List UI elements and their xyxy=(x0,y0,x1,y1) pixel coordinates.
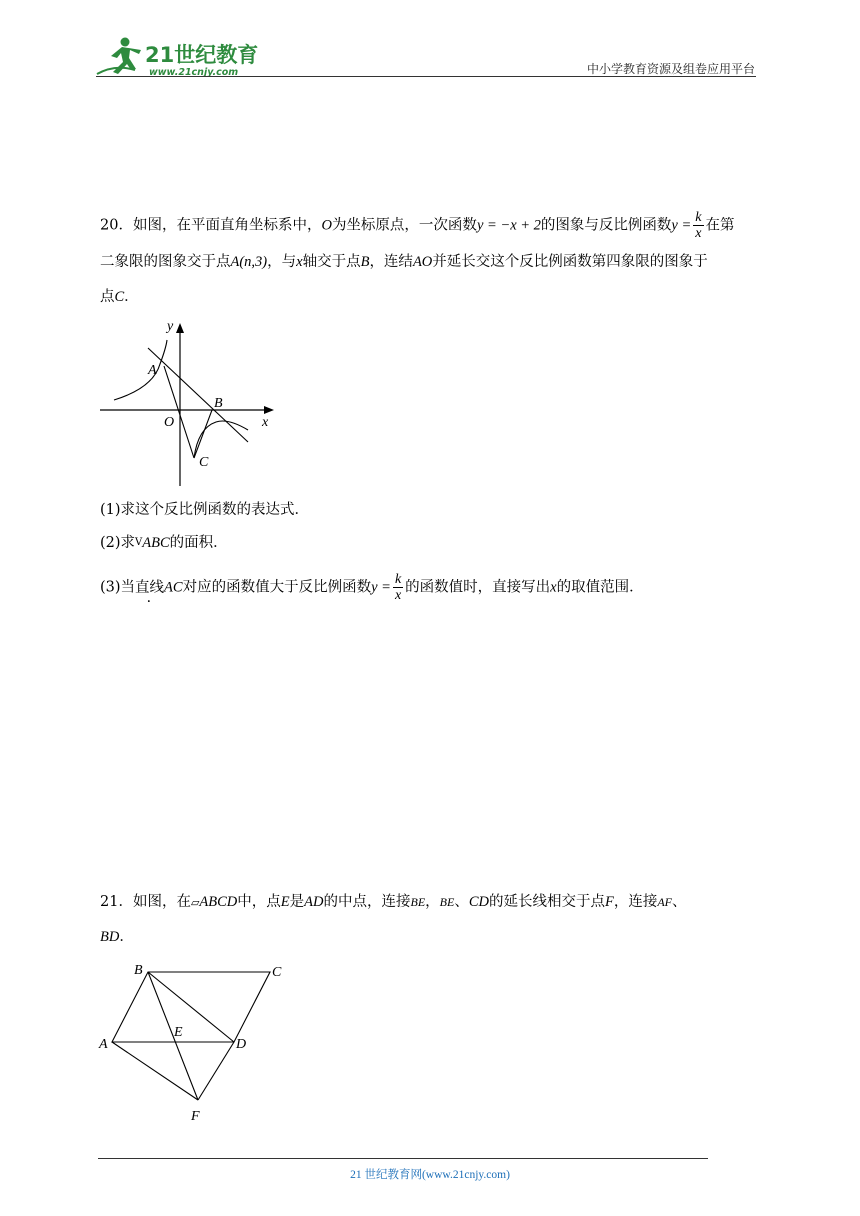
q20-line-1: 20．如图，在平面直角坐标系中，O为坐标原点，一次函数y = −x + 2的图象与反比例函数y = $\frac{k}{x}$ 在第 xyxy=(100,210,735,241)
q21-parallelogram-figure xyxy=(98,960,293,1128)
q21-line-2: BD． xyxy=(100,929,134,945)
fraction-k-over-x: $\frac{k}{x}$ xyxy=(695,210,702,241)
parallelogram-symbol: ▱ xyxy=(190,896,200,909)
line-df xyxy=(198,1042,234,1100)
point-a-coord: A(n,3) xyxy=(230,254,268,270)
q21-number: 21． xyxy=(100,894,133,910)
footer-divider xyxy=(98,1158,708,1159)
fraction-k-over-x-2: $\frac{k}{x}$ xyxy=(394,572,402,603)
header-platform-name: 中小学教育资源及组卷应用平台 xyxy=(586,62,755,76)
x-axis-arrow xyxy=(264,406,274,414)
line-ab xyxy=(148,348,248,442)
header-divider xyxy=(96,76,756,77)
logo-url: www.21cnjy.com xyxy=(149,67,239,78)
hyperbola-branch-q4 xyxy=(194,421,248,458)
site-logo xyxy=(95,34,265,80)
q20-number: 20． xyxy=(100,217,133,234)
label-f: F xyxy=(191,1109,200,1124)
hyperbola-branch-q2 xyxy=(114,340,167,400)
label-b: B xyxy=(214,396,223,411)
line-bd xyxy=(148,972,234,1042)
label-a: A xyxy=(99,1037,108,1052)
line-af xyxy=(112,1042,198,1100)
label-e: E xyxy=(174,1025,183,1040)
label-c: C xyxy=(199,455,209,470)
linear-function: y = −x + 2 xyxy=(476,217,541,234)
label-y: y xyxy=(167,319,174,334)
q20-coordinate-figure xyxy=(98,318,278,488)
q20-line-2: 二象限的图象交于点A(n,3)，与x轴交于点B，连结AO并延长交这个反比例函数第四象限的图象于 xyxy=(100,254,708,270)
triangle-symbol: V xyxy=(135,537,143,548)
q20-sub1: (1)求这个反比例函数的表达式． xyxy=(100,502,310,518)
label-b: B xyxy=(134,963,143,978)
label-a: A xyxy=(148,363,157,378)
line-bc xyxy=(194,410,212,458)
label-x: x xyxy=(262,415,269,430)
emphasis-text: 直线 xyxy=(135,579,165,596)
logo-text: 21世纪教育 xyxy=(145,43,259,67)
y-axis-arrow xyxy=(176,323,184,333)
label-d: D xyxy=(236,1037,247,1052)
q20-line-3: 点C． xyxy=(100,289,139,305)
line-bf xyxy=(148,972,198,1100)
label-c: C xyxy=(272,965,282,980)
footer-link[interactable]: 21 世纪教育网(www.21cnjy.com) xyxy=(350,1169,510,1181)
runner-icon xyxy=(97,38,141,75)
q20-sub2: (2)求VABC的面积． xyxy=(100,535,228,551)
label-o: O xyxy=(164,415,175,430)
q20-sub3: (3)当直线AC对应的函数值大于反比例函数y = $\frac{k}{x}$ 的函数值时，直接写出x的取值范围． xyxy=(100,572,644,603)
line-ac xyxy=(164,366,194,458)
q21-line-1: 21．如图，在▱ABCD中，点E是AD的中点，连接BE，BE、CD的延长线相交于点F，连接AF、 xyxy=(100,894,687,910)
